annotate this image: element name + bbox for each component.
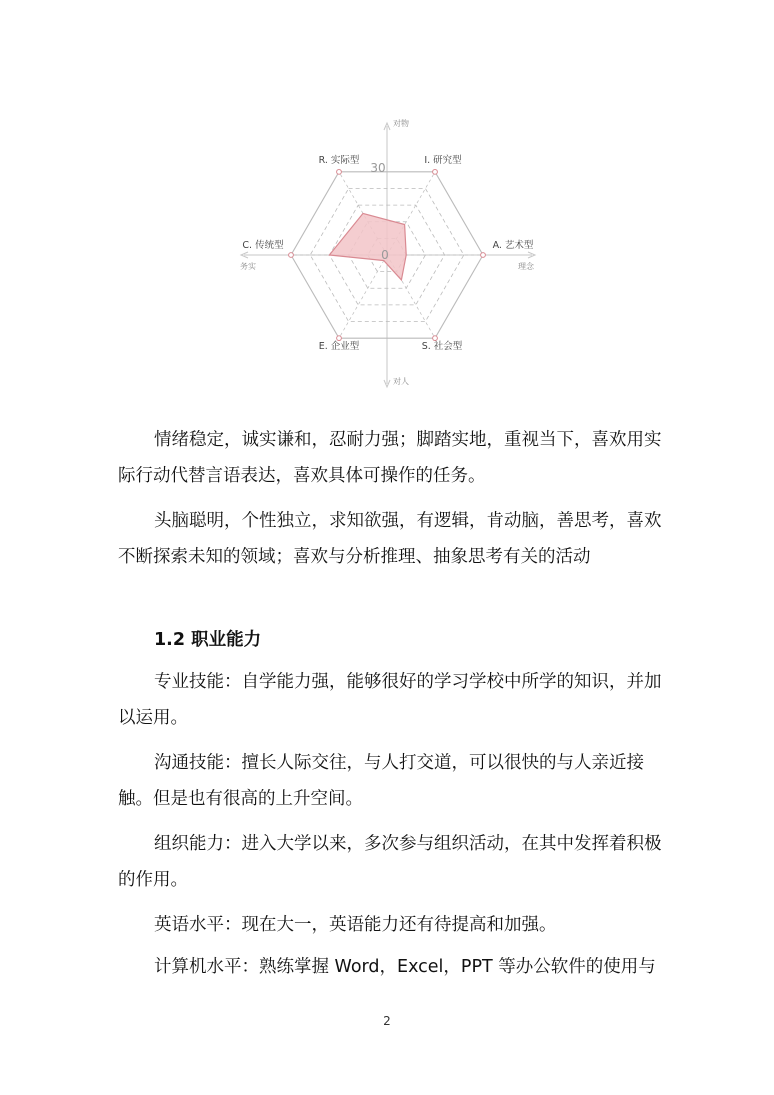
paragraph-computer-level: 计算机水平：熟练掌握 Word，Excel，PPT 等办公软件的使用与 [154,957,656,977]
scale-label-min: 0 [381,248,389,262]
paragraph-investigative-traits: 头脑聪明，个性独立，求知欲强，有逻辑，肯动脑，善思考，喜欢不断探索未知的领域；喜欢与分析推理、抽象思考有关的活动 [118,511,662,567]
vertex-marker-2 [433,169,438,174]
paragraph-communication-skills: 沟通技能：擅长人际交往，与人打交道，可以很快的与人亲近接触。但是也有很高的上升空间。 [118,753,644,809]
section-heading: 1.2 职业能力 [154,630,262,650]
axis-label-5: E. 企业型 [318,341,360,352]
spoke-5 [339,255,387,338]
axis-label-3: A. 艺术型 [492,240,534,251]
data-area [329,213,406,280]
vertex-marker-4 [433,336,438,341]
paragraph-organization-skills: 组织能力：进入大学以来，多次参与组织活动，在其中发挥着积极的作用。 [118,834,662,890]
direction-label-bottom: 对人 [393,377,409,386]
axis-label-6: C. 传统型 [242,240,284,251]
vertex-marker-6 [289,253,294,258]
direction-label-top: 对物 [393,119,409,128]
axis-label-4: S. 社会型 [421,341,463,352]
paragraph-realistic-traits: 情绪稳定，诚实谦和，忍耐力强；脚踏实地，重视当下，喜欢用实际行动代替言语表达，喜欢具体可操作的任务。 [118,430,662,486]
holland-radar-chart [230,112,550,392]
direction-label-right: 理念 [518,262,534,271]
axis-label-1: R. 实际型 [318,155,360,166]
paragraph-professional-skills: 专业技能：自学能力强，能够很好的学习学校中所学的知识，并加以运用。 [118,672,662,728]
paragraph-english-level: 英语水平：现在大一，英语能力还有待提高和加强。 [154,915,557,935]
vertex-marker-3 [481,253,486,258]
axis-label-2: I. 研究型 [424,155,462,166]
page-number: 2 [383,1014,391,1028]
vertex-marker-5 [337,336,342,341]
direction-label-left: 务实 [240,262,256,271]
vertex-marker-1 [337,169,342,174]
scale-label-max: 30 [370,161,386,175]
